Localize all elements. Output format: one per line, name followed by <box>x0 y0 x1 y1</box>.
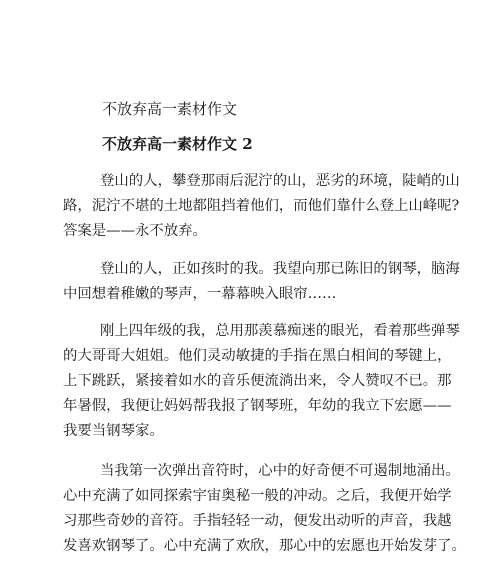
paragraph-line: 年暑假，我便让妈妈帮我报了钢琴班，年幼的我立下宏愿—— <box>63 398 452 414</box>
paragraph-line: 登山的人，正如孩时的我。我望向那已陈旧的钢琴，脑海 <box>100 261 460 277</box>
paragraph-line: 我要当钢琴家。 <box>63 423 164 439</box>
paragraph-1 <box>63 169 460 244</box>
paragraph-line: 心中充满了如同探索宇宙奥秘一般的冲动。之后，我便开始学 <box>63 488 452 504</box>
paragraph-line: 发喜欢钢琴了。心中充满了欢欣，那心中的宏愿也开始发芽了。 <box>63 538 466 554</box>
paragraph-line: 中回想着稚嫩的琴声，一幕幕映入眼帘…… <box>63 286 337 302</box>
paragraph-line: 上下跳跃，紧接着如水的音乐便流淌出来，令人赞叹不已。那 <box>63 373 452 389</box>
section-title: 不放弃高一素材作文 2 <box>102 135 253 153</box>
paragraph-2 <box>63 257 460 307</box>
paragraph-line: 答案是——永不放弃。 <box>63 223 207 239</box>
paragraph-line: 当我第一次弹出音符时，心中的好奇便不可遏制地涌出。 <box>100 463 460 479</box>
paragraph-line: 登山的人，攀登那雨后泥泞的山，恶劣的环境，陡峭的山 <box>100 173 460 189</box>
paragraph-line: 路，泥泞不堪的土地都阻挡着他们，而他们靠什么登上山峰呢? <box>63 198 460 214</box>
document-title: 不放弃高一素材作文 <box>102 100 238 118</box>
paragraph-4 <box>63 459 466 559</box>
paragraph-line: 刚上四年级的我，总用那羡慕痴迷的眼光，看着那些弹琴 <box>100 323 460 339</box>
paragraph-line: 习那些奇妙的音符。手指轻轻一动，便发出动听的声音，我越 <box>63 513 452 529</box>
paragraph-line: 的大哥哥大姐姐。他们灵动敏捷的手指在黑白相间的琴键上， <box>63 348 452 364</box>
paragraph-3 <box>63 319 460 444</box>
